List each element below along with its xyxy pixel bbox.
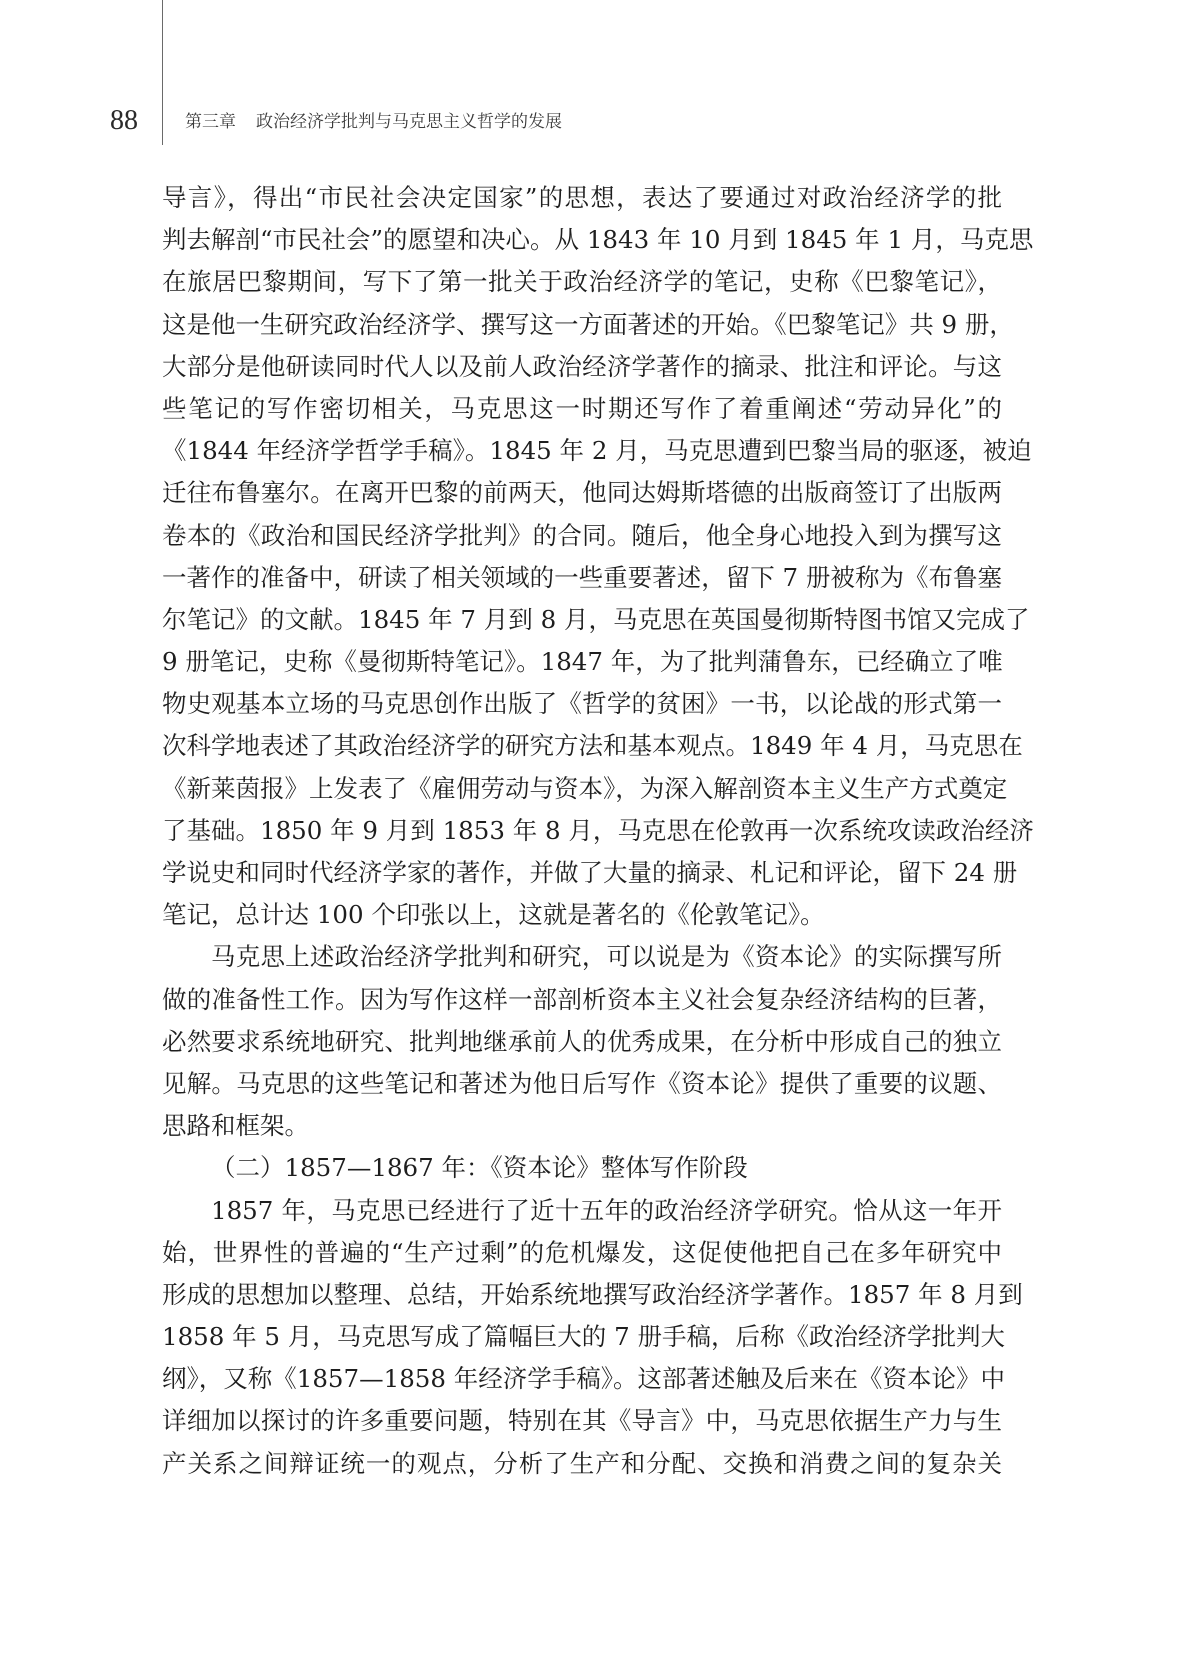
- header-rule: [162, 0, 163, 145]
- text-line: 判去解剖“市民社会”的愿望和决心。从 1843 年 10 月到 1845 年 1 月，马克思: [162, 225, 1034, 255]
- text-line: 产关系之间辩证统一的观点，分析了生产和分配、交换和消费之间的复杂关: [162, 1448, 1002, 1478]
- body-text: [162, 177, 1034, 1485]
- text-line: 思路和框架。: [162, 1111, 309, 1141]
- text-line: 形成的思想加以整理、总结，开始系统地撰写政治经济学著作。1857 年 8 月到: [162, 1279, 1023, 1309]
- text-line: 卷本的《政治和国民经济学批判》的合同。随后，他全身心地投入到为撰写这: [162, 520, 1002, 550]
- text-line: 详细加以探讨的许多重要问题，特别在其《导言》中，马克思依据生产力与生: [162, 1406, 1002, 1436]
- text-line: 了基础。1850 年 9 月到 1853 年 8 月，马克思在伦敦再一次系统攻读政治经济: [162, 815, 1034, 845]
- text-line: 1858 年 5 月，马克思写成了篇幅巨大的 7 册手稿，后称《政治经济学批判大: [162, 1322, 1005, 1352]
- text-line: 物史观基本立场的马克思创作出版了《哲学的贫困》一书，以论战的形式第一: [162, 689, 1002, 719]
- text-line: 导言》，得出“市民社会决定国家”的思想，表达了要通过对政治经济学的批: [162, 183, 1002, 212]
- text-line: 1857 年，马克思已经进行了近十五年的政治经济学研究。恰从这一年开: [211, 1195, 1002, 1225]
- text-line: 见解。马克思的这些笔记和著述为他日后写作《资本论》提供了重要的议题、: [162, 1068, 1002, 1098]
- text-line: 做的准备性工作。因为写作这样一部剖析资本主义社会复杂经济结构的巨著，: [162, 984, 1002, 1014]
- text-line: 始，世界性的普遍的“生产过剩”的危机爆发，这促使他把自己在多年研究中: [162, 1237, 1002, 1267]
- running-header: [185, 108, 562, 136]
- chapter-label: 第三章: [185, 112, 236, 132]
- text-line: 一著作的准备中，研读了相关领域的一些重要著述，留下 7 册被称为《布鲁塞: [162, 562, 1002, 592]
- text-line: 迁往布鲁塞尔。在离开巴黎的前两天，他同达姆斯塔德的出版商签订了出版两: [162, 478, 1002, 508]
- text-line: 马克思上述政治经济学批判和研究，可以说是为《资本论》的实际撰写所: [211, 942, 1002, 972]
- text-line: 纲》，又称《1857—1858 年经济学手稿》。这部著述触及后来在《资本论》中: [162, 1364, 1005, 1394]
- section-heading: （二）1857—1867 年：《资本论》整体写作阶段: [211, 1153, 748, 1183]
- text-line: 《1844 年经济学哲学手稿》。1845 年 2 月，马克思遭到巴黎当局的驱逐，被迫: [162, 436, 1032, 466]
- text-line: 学说史和同时代经济学家的著作，并做了大量的摘录、札记和评论，留下 24 册: [162, 858, 1018, 887]
- text-line: 9 册笔记，史称《曼彻斯特笔记》。1847 年，为了批判蒲鲁东，已经确立了唯: [162, 647, 1003, 677]
- text-line: 必然要求系统地研究、批判地继承前人的优秀成果，在分析中形成自己的独立: [162, 1026, 1002, 1056]
- chapter-title: 政治经济学批判与马克思主义哲学的发展: [256, 112, 562, 132]
- page-number: 88: [110, 105, 138, 136]
- text-line: 尔笔记》的文献。1845 年 7 月到 8 月，马克思在英国曼彻斯特图书馆又完成了: [162, 604, 1030, 634]
- text-line: 《新莱茵报》上发表了《雇佣劳动与资本》，为深入解剖资本主义生产方式奠定: [162, 773, 1008, 803]
- text-line: 笔记，总计达 100 个印张以上，这就是著名的《伦敦笔记》。: [162, 900, 825, 930]
- text-line: 大部分是他研读同时代人以及前人政治经济学著作的摘录、批注和评论。与这: [162, 351, 1002, 381]
- text-line: 次科学地表述了其政治经济学的研究方法和基本观点。1849 年 4 月，马克思在: [162, 731, 1023, 761]
- text-line: 在旅居巴黎期间，写下了第一批关于政治经济学的笔记，史称《巴黎笔记》，: [162, 267, 1002, 297]
- text-line: 些笔记的写作密切相关，马克思这一时期还写作了着重阐述“劳动异化”的: [162, 393, 1002, 423]
- text-line: 这是他一生研究政治经济学、撰写这一方面著述的开始。《巴黎笔记》共 9 册，: [162, 309, 1014, 339]
